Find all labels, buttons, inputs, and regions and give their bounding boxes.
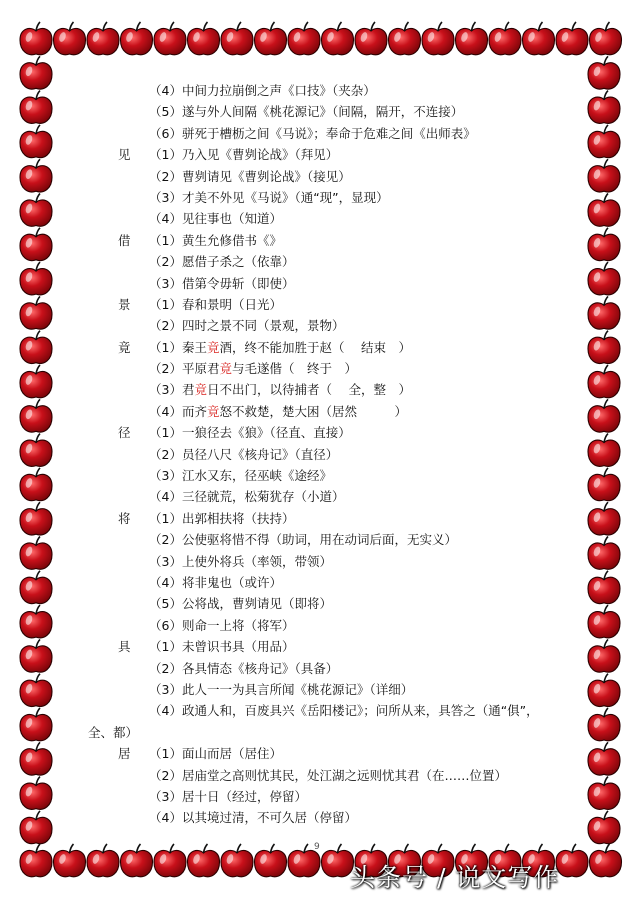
apple-icon xyxy=(355,22,387,55)
entry-text-after: 怒不救楚，楚大困（居然 ） xyxy=(219,403,407,419)
apple-icon xyxy=(588,159,620,192)
entry-row-居 xyxy=(92,743,572,764)
headword: 将 xyxy=(118,510,131,526)
entry-row-具 xyxy=(92,636,572,657)
apple-icon xyxy=(20,228,52,261)
apple-icon xyxy=(20,125,52,158)
entry-text-before: （3）居十日（经过，停留） xyxy=(149,788,307,804)
entry-row-竟 xyxy=(92,337,572,358)
entry-text xyxy=(149,444,338,465)
headword: 径 xyxy=(118,425,131,441)
apple-icon xyxy=(20,811,52,844)
headword: 见 xyxy=(118,147,131,163)
entry-text xyxy=(149,593,332,614)
apple-icon xyxy=(588,331,620,364)
apple-icon xyxy=(20,331,52,364)
apple-icon xyxy=(322,844,354,877)
entry-text xyxy=(149,273,294,294)
entry-text-before: （4）而齐 xyxy=(149,403,207,419)
apple-icon xyxy=(588,605,620,638)
apple-icon xyxy=(20,159,52,192)
apple-icon xyxy=(588,91,620,124)
apple-icon xyxy=(20,537,52,570)
entry-text-before: （3）江水又东，径巫峡《途经》 xyxy=(149,468,332,484)
entry-row xyxy=(92,401,572,422)
entry-row xyxy=(92,807,572,828)
entry-text-before: （3）借第令毋斩（即使） xyxy=(149,275,295,291)
apple-icon xyxy=(20,674,52,707)
apple-icon xyxy=(20,605,52,638)
entry-row xyxy=(92,593,572,614)
entry-row-借 xyxy=(92,230,572,251)
entry-row xyxy=(92,123,572,144)
entry-text xyxy=(149,658,338,679)
entry-text-before: （1）一狼径去《狼》（径直、直接） xyxy=(149,425,351,441)
watermark: 头条号 / 说文写作 xyxy=(350,863,560,892)
entry-row xyxy=(92,101,572,122)
entry-row xyxy=(92,486,572,507)
apple-icon xyxy=(588,399,620,432)
apple-icon xyxy=(221,22,253,55)
apple-icon xyxy=(20,844,52,877)
entry-row xyxy=(92,80,572,101)
apple-icon xyxy=(588,639,620,672)
apple-icon xyxy=(588,708,620,741)
apple-icon xyxy=(121,844,153,877)
apple-icon xyxy=(590,22,622,55)
apple-icon xyxy=(422,22,454,55)
entry-text-before: （4）以其境过清，不可久居（停留） xyxy=(149,810,357,826)
apple-icon xyxy=(588,571,620,604)
apple-icon xyxy=(588,194,620,227)
wrapped-text: 全、都） xyxy=(88,724,139,740)
entry-text-before: （2）平原君 xyxy=(149,361,220,377)
apple-icon xyxy=(588,296,620,329)
entry-text xyxy=(149,679,413,700)
entry-text-before: （1）未曾识书具（用品） xyxy=(149,639,295,655)
apple-icon xyxy=(188,22,220,55)
entry-text xyxy=(149,101,463,122)
entry-row xyxy=(92,251,572,272)
apple-icon xyxy=(588,262,620,295)
apple-icon xyxy=(20,91,52,124)
apple-icon xyxy=(588,674,620,707)
entry-text-before: （1）黄生允修借书《》 xyxy=(149,232,282,248)
entry-text-before: （2）愿借子杀之（依靠） xyxy=(149,254,295,270)
highlighted-char: 竟 xyxy=(206,403,220,419)
apple-icon xyxy=(588,742,620,775)
highlighted-char: 竟 xyxy=(206,339,220,355)
entry-row xyxy=(92,273,572,294)
apple-icon xyxy=(588,468,620,501)
vocabulary-list xyxy=(88,80,572,829)
entry-row xyxy=(92,658,572,679)
apple-icon xyxy=(20,434,52,467)
entry-text xyxy=(149,401,407,422)
apple-icon xyxy=(322,22,354,55)
entry-text xyxy=(149,572,282,593)
entry-text-before: （1）春和景明（日光） xyxy=(149,296,282,312)
entry-text-before: （2）员径八尺《核舟记》（直径） xyxy=(149,446,339,462)
entry-text xyxy=(149,700,539,721)
headword: 竟 xyxy=(118,339,131,355)
apple-icon xyxy=(255,22,287,55)
apple-icon xyxy=(20,571,52,604)
entry-text xyxy=(149,615,294,636)
entry-row xyxy=(92,572,572,593)
entry-text xyxy=(149,765,507,786)
entry-text xyxy=(149,465,332,486)
entry-text-before: （2）曹刿请见《曹刿论战》（接见） xyxy=(149,168,351,184)
apple-icon xyxy=(456,22,488,55)
apple-icon xyxy=(54,844,86,877)
headword: 借 xyxy=(118,232,131,248)
headword: 居 xyxy=(118,746,131,762)
wrapped-line xyxy=(88,722,572,743)
entry-text xyxy=(149,358,357,379)
entry-row xyxy=(92,679,572,700)
apple-icon xyxy=(20,22,52,55)
entry-text-before: （2）公使驱将惜不得（助词，用在动词后面，无实义） xyxy=(149,532,457,548)
entry-text-before: （3）君 xyxy=(149,382,195,398)
entry-text-after: 酒，终不能加胜于赵（ 结束 ） xyxy=(219,339,411,355)
entry-text xyxy=(149,166,351,187)
apple-icon xyxy=(54,22,86,55)
entry-text-before: （4）将非鬼也（或许） xyxy=(149,574,282,590)
entry-text xyxy=(149,529,457,550)
entry-text-before: （2）各具情态《核舟记》（具备） xyxy=(149,660,339,676)
entry-row-径 xyxy=(92,422,572,443)
apple-icon xyxy=(20,262,52,295)
entry-text xyxy=(149,786,307,807)
headword: 具 xyxy=(118,639,131,655)
entry-row-见 xyxy=(92,144,572,165)
apple-icon xyxy=(389,22,421,55)
highlighted-char: 竟 xyxy=(219,361,232,377)
apple-icon xyxy=(489,22,521,55)
apple-icon xyxy=(154,844,186,877)
entry-text xyxy=(149,315,344,336)
entry-row xyxy=(92,551,572,572)
headword: 景 xyxy=(118,296,131,312)
entry-text xyxy=(149,379,411,400)
apple-icon xyxy=(588,811,620,844)
apple-icon xyxy=(154,22,186,55)
apple-icon xyxy=(20,639,52,672)
apple-icon xyxy=(588,125,620,158)
entry-text xyxy=(149,294,282,315)
entry-row xyxy=(92,379,572,400)
entry-text xyxy=(149,251,294,272)
entry-text-before: （4）三径就荒，松菊犹存（小道） xyxy=(149,489,345,505)
apple-icon xyxy=(20,502,52,535)
apple-icon xyxy=(556,844,588,877)
entry-row xyxy=(92,208,572,229)
entry-row xyxy=(92,615,572,636)
highlighted-char: 竟 xyxy=(194,382,207,398)
entry-row xyxy=(92,358,572,379)
entry-text-before: （1）出郭相扶将（扶持） xyxy=(149,510,295,526)
apple-icon xyxy=(20,708,52,741)
entry-text-before: （3）此人一一为具言所闻《桃花源记》（详细） xyxy=(149,681,414,697)
entry-text-before: （3）上使外将兵（率领，带领） xyxy=(149,553,332,569)
entry-text xyxy=(149,80,376,101)
apple-icon xyxy=(556,22,588,55)
apple-icon xyxy=(255,844,287,877)
entry-row xyxy=(92,166,572,187)
apple-icon xyxy=(221,844,253,877)
apple-icon xyxy=(20,742,52,775)
entry-text xyxy=(149,187,389,208)
apple-icon xyxy=(20,56,52,89)
entry-text-before: （1）秦王 xyxy=(149,339,207,355)
entry-text-before: （4）政通人和，百废具兴《岳阳楼记》；问所从来，具答之（通“俱”， xyxy=(149,703,539,719)
entry-text xyxy=(149,337,411,358)
apple-icon xyxy=(523,22,555,55)
entry-text-after: 日不出门，以待捕者（ 全，整 ） xyxy=(206,382,411,398)
entry-text-before: （3）才美不外见《马说》（通“现”，显现） xyxy=(149,189,389,205)
entry-text xyxy=(149,508,294,529)
apple-icon xyxy=(20,468,52,501)
apple-icon xyxy=(288,22,320,55)
apple-icon xyxy=(87,844,119,877)
apple-icon xyxy=(188,844,220,877)
apple-icon xyxy=(588,537,620,570)
entry-text-before: （1）面山而居（居住） xyxy=(149,746,282,762)
entry-text xyxy=(149,807,357,828)
entry-row xyxy=(92,700,572,721)
entry-row xyxy=(92,529,572,550)
entry-text-before: （5）遂与外人间隔《桃花源记》（间隔，隔开，不连接） xyxy=(149,104,464,120)
entry-row xyxy=(92,786,572,807)
entry-row xyxy=(92,765,572,786)
entry-row xyxy=(92,315,572,336)
entry-text-before: （6）骈死于槽枥之间《马说》；奉命于危难之间《出师表》 xyxy=(149,125,476,141)
entry-text xyxy=(149,486,344,507)
entry-text xyxy=(149,422,351,443)
entry-text-before: （4）中间力拉崩倒之声《口技》（夹杂） xyxy=(149,83,376,98)
apple-icon xyxy=(20,194,52,227)
entry-text xyxy=(149,230,282,251)
entry-text-after: 与毛遂偕（ 终于 ） xyxy=(231,361,357,377)
entry-text-before: （4）见往事也（知道） xyxy=(149,211,282,227)
entry-text xyxy=(149,743,282,764)
entry-row xyxy=(92,465,572,486)
page-number: 9 xyxy=(314,842,320,852)
apple-icon xyxy=(20,365,52,398)
entry-text-before: （5）公将战，曹刿请见（即将） xyxy=(149,596,332,612)
entry-row xyxy=(92,187,572,208)
entry-text xyxy=(149,144,338,165)
apple-icon xyxy=(588,228,620,261)
entry-row-景 xyxy=(92,294,572,315)
apple-icon xyxy=(20,777,52,810)
entry-text xyxy=(149,636,294,657)
entry-text xyxy=(149,551,332,572)
apple-icon xyxy=(588,777,620,810)
apple-icon xyxy=(121,22,153,55)
entry-text-before: （6）则命一上将（将军） xyxy=(149,617,295,633)
entry-text-before: （2）居庙堂之高则忧其民，处江湖之远则忧其君（在……位置） xyxy=(149,767,507,783)
apple-icon xyxy=(87,22,119,55)
apple-icon xyxy=(588,434,620,467)
entry-text xyxy=(149,208,282,229)
entry-text xyxy=(149,123,476,144)
apple-icon xyxy=(20,399,52,432)
apple-icon xyxy=(588,502,620,535)
apple-icon xyxy=(20,296,52,329)
apple-icon xyxy=(588,56,620,89)
apple-icon xyxy=(588,365,620,398)
entry-row-将 xyxy=(92,508,572,529)
apple-icon xyxy=(590,844,622,877)
entry-text-before: （1）乃入见《曹刿论战》（拜见） xyxy=(149,147,339,163)
entry-row xyxy=(92,444,572,465)
entry-text-before: （2）四时之景不同（景观，景物） xyxy=(149,318,345,334)
